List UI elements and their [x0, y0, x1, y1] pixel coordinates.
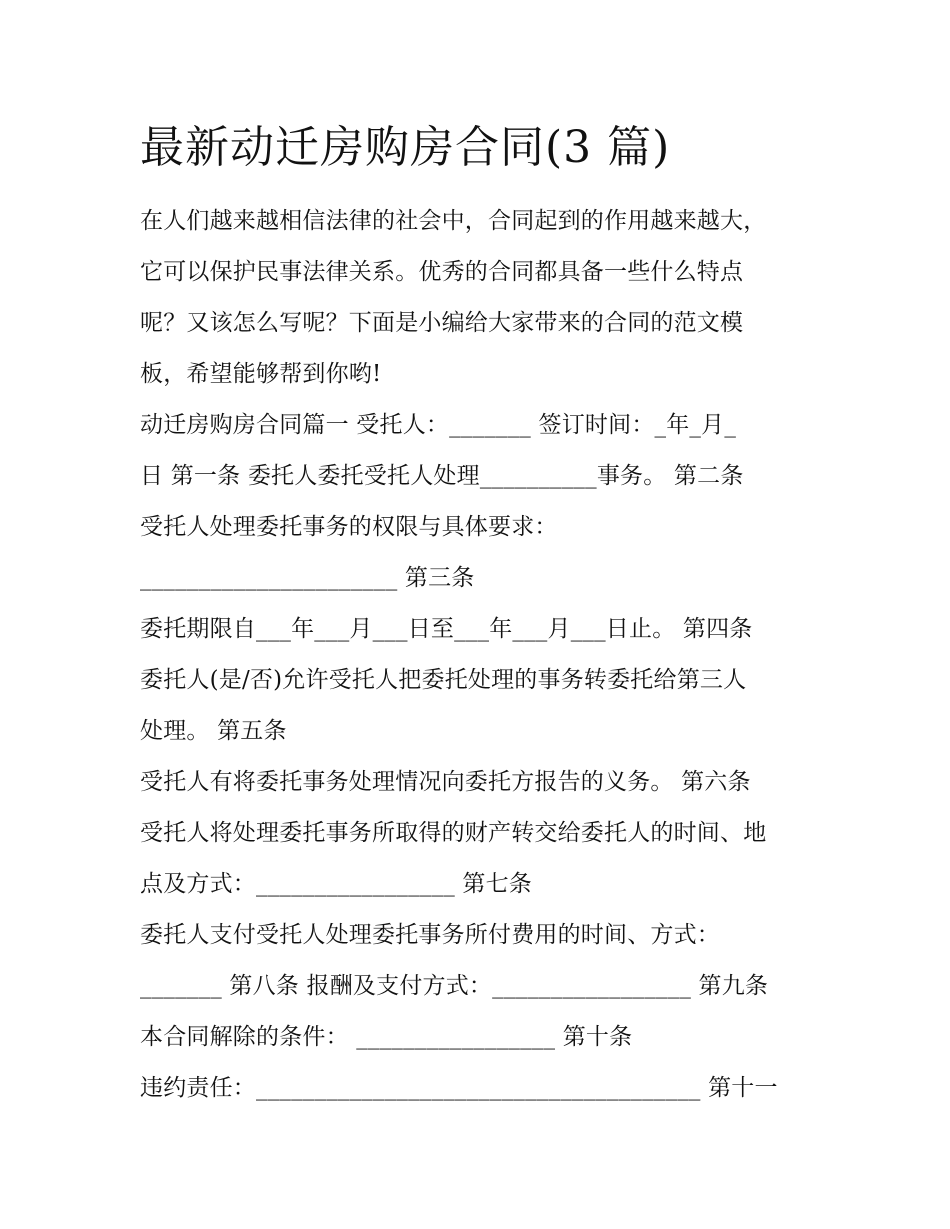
document-title: 最新动迁房购房合同(3 篇) — [140, 122, 671, 173]
body-line-16: _______ 第八条 报酬及支付方式：_________________ 第九条 — [140, 973, 769, 999]
body-line-2: 它可以保护民事法律关系。优秀的合同都具备一些什么特点 — [140, 259, 744, 285]
body-line-12: 受托人有将委托事务处理情况向委托方报告的义务。 第六条 — [140, 769, 751, 795]
body-line-17: 本合同解除的条件： _________________ 第十条 — [140, 1024, 633, 1050]
body-line-13: 受托人将处理委托事务所取得的财产转交给委托人的时间、地 — [140, 820, 767, 846]
body-line-9: 委托期限自___年___月___日至___年___月___日止。 第四条 — [140, 616, 753, 642]
document-body — [140, 196, 840, 1114]
body-line-3: 呢？又该怎么写呢？下面是小编给大家带来的合同的范文模 — [140, 310, 744, 336]
body-line-5: 动迁房购房合同篇一 受托人：_______ 签订时间：_年_月_ — [140, 412, 737, 438]
body-line-1: 在人们越来越相信法律的社会中，合同起到的作用越来越大， — [140, 208, 767, 234]
body-line-7: 受托人处理委托事务的权限与具体要求： — [140, 514, 558, 540]
body-line-11: 处理。 第五条 — [140, 718, 287, 744]
body-line-10: 委托人(是/否)允许受托人把委托处理的事务转委托给第三人 — [140, 667, 747, 693]
body-line-8: ______________________ 第三条 — [140, 565, 475, 591]
body-line-14: 点及方式：_________________ 第七条 — [140, 871, 533, 897]
body-line-15: 委托人支付受托人处理委托事务所付费用的时间、方式： — [140, 922, 720, 948]
body-line-6: 日 第一条 委托人委托受托人处理__________事务。 第二条 — [140, 463, 744, 489]
body-line-18: 违约责任：______________________________________ 第十一 — [140, 1075, 778, 1101]
body-line-4: 板，希望能够帮到你哟! — [140, 361, 382, 387]
